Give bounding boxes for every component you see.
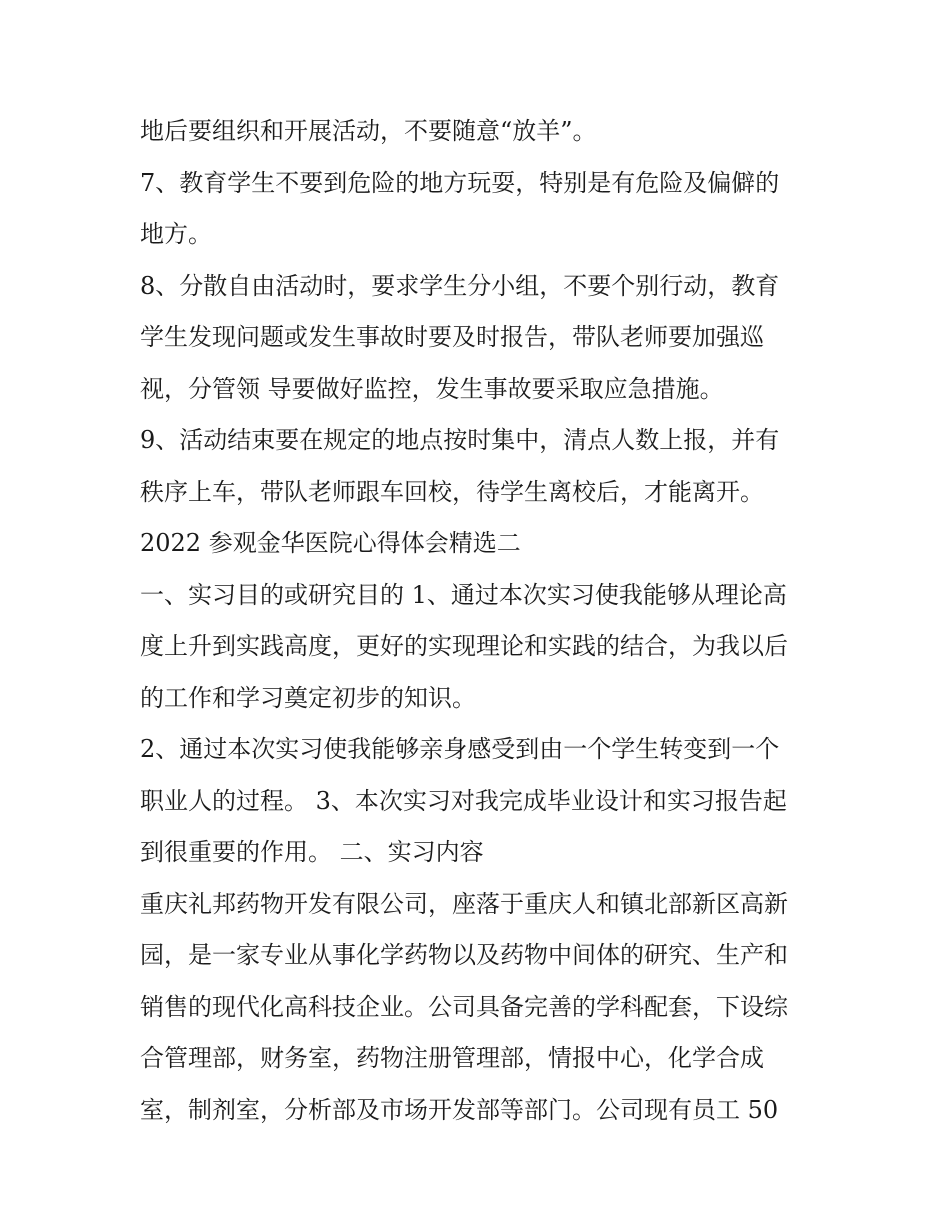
text-line: 地后要组织和开展活动，不要随意“放羊”。 <box>140 117 597 145</box>
text-line: 职业人的过程。 3、本次实习对我完成毕业设计和实习报告起 <box>140 786 787 815</box>
document-body <box>140 106 820 1136</box>
text-line: 销售的现代化高科技企业。公司具备完善的学科配套，下设综 <box>140 992 788 1021</box>
text-line: 的工作和学习奠定初步的知识。 <box>140 683 476 712</box>
text-line: 8、分散自由活动时，要求学生分小组，不要个别行动，教育 <box>140 271 780 300</box>
text-line: 合管理部，财务室，药物注册管理部，情报中心，化学合成 <box>140 1044 764 1072</box>
text-line: 视，分管领 导要做好监控，发生事故要采取应急措施。 <box>140 374 724 403</box>
text-line: 地方。 <box>140 220 212 248</box>
text-line: 到很重要的作用。 二、实习内容 <box>140 838 484 866</box>
text-line: 园，是一家专业从事化学药物以及药物中间体的研究、生产和 <box>140 941 788 969</box>
text-line: 2、通过本次实习使我能够亲身感受到由一个学生转变到一个 <box>140 735 780 763</box>
text-line: 7、教育学生不要到危险的地方玩耍，特别是有危险及偏僻的 <box>140 168 780 197</box>
text-line: 重庆礼邦药物开发有限公司，座落于重庆人和镇北部新区高新 <box>140 889 788 918</box>
text-line: 室，制剂室，分析部及市场开发部等部门。公司现有员工 50 <box>140 1095 779 1124</box>
text-line: 学生发现问题或发生事故时要及时报告，带队老师要加强巡 <box>140 323 764 351</box>
section-heading: 2022 参观金华医院心得体会精选二 <box>140 529 521 557</box>
text-line: 一、实习目的或研究目的 1、通过本次实习使我能够从理论高 <box>140 580 787 609</box>
text-line: 秩序上车，带队老师跟车回校，待学生离校后，才能离开。 <box>140 477 764 506</box>
text-line: 9、活动结束要在规定的地点按时集中，清点人数上报，并有 <box>140 426 780 454</box>
text-line: 度上升到实践高度，更好的实现理论和实践的结合，为我以后 <box>140 632 788 660</box>
